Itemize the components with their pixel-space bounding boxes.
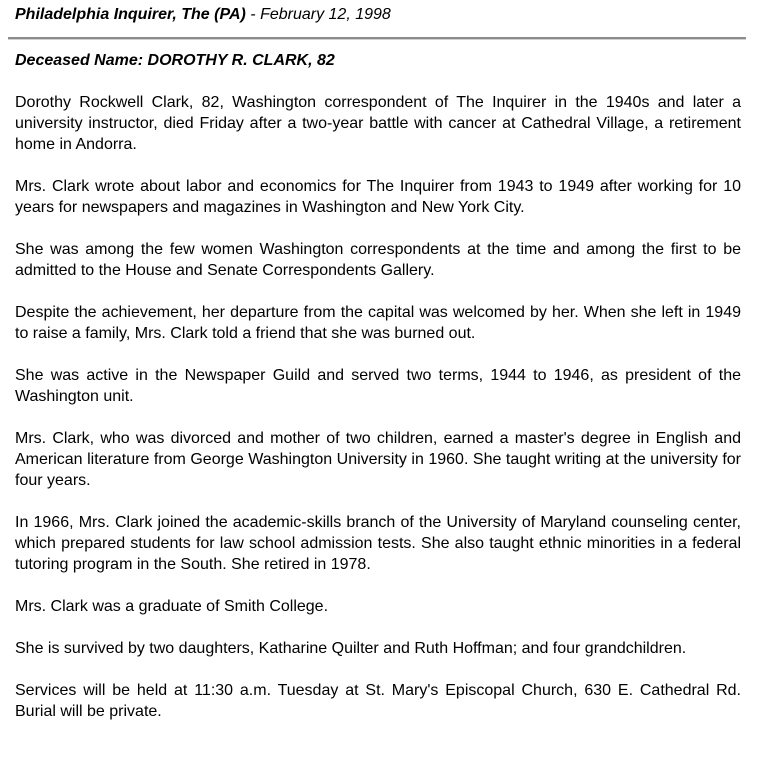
paragraph: Services will be held at 11:30 a.m. Tuesday at St. Mary's Episcopal Church, 630 E. Cathedral Rd. Burial will be private. xyxy=(15,682,741,720)
obituary-body xyxy=(15,92,741,743)
deceased-name-heading: Deceased Name: DOROTHY R. CLARK, 82 xyxy=(15,52,335,69)
paragraph: She was active in the Newspaper Guild and served two terms, 1944 to 1946, as president of the Washington unit. xyxy=(15,367,741,405)
paragraph: Despite the achievement, her departure from the capital was welcomed by her. When she left in 1949 to raise a family, Mrs. Clark told a friend that she was burned out. xyxy=(15,304,741,342)
paragraph: In 1966, Mrs. Clark joined the academic-skills branch of the University of Maryland counseling center, which prepared students for law school admission tests. She also taught ethnic minorities in a federal tutoring program in the South. She retired in 1978. xyxy=(15,514,741,573)
newspaper-source: Philadelphia Inquirer, The (PA) xyxy=(15,6,246,23)
paragraph: Dorothy Rockwell Clark, 82, Washington correspondent of The Inquirer in the 1940s and later a university instructor, died Friday after a two-year battle with cancer at Cathedral Village, a retirement home in Andorra. xyxy=(15,94,741,153)
paragraph: She was among the few women Washington correspondents at the time and among the first to be admitted to the House and Senate Correspondents Gallery. xyxy=(15,241,741,279)
header-separator: - xyxy=(245,6,261,23)
paragraph: She is survived by two daughters, Katharine Quilter and Ruth Hoffman; and four grandchildren. xyxy=(15,640,687,657)
paragraph: Mrs. Clark wrote about labor and economics for The Inquirer from 1943 to 1949 after working for 10 years for newspapers and magazines in Washington and New York City. xyxy=(15,178,741,216)
publication-date: February 12, 1998 xyxy=(260,6,391,23)
header-divider xyxy=(8,37,746,40)
paragraph: Mrs. Clark was a graduate of Smith College. xyxy=(15,598,329,615)
article-header xyxy=(15,6,391,24)
paragraph: Mrs. Clark, who was divorced and mother of two children, earned a master's degree in English and American literature from George Washington University in 1960. She taught writing at the university for four years. xyxy=(15,430,741,489)
